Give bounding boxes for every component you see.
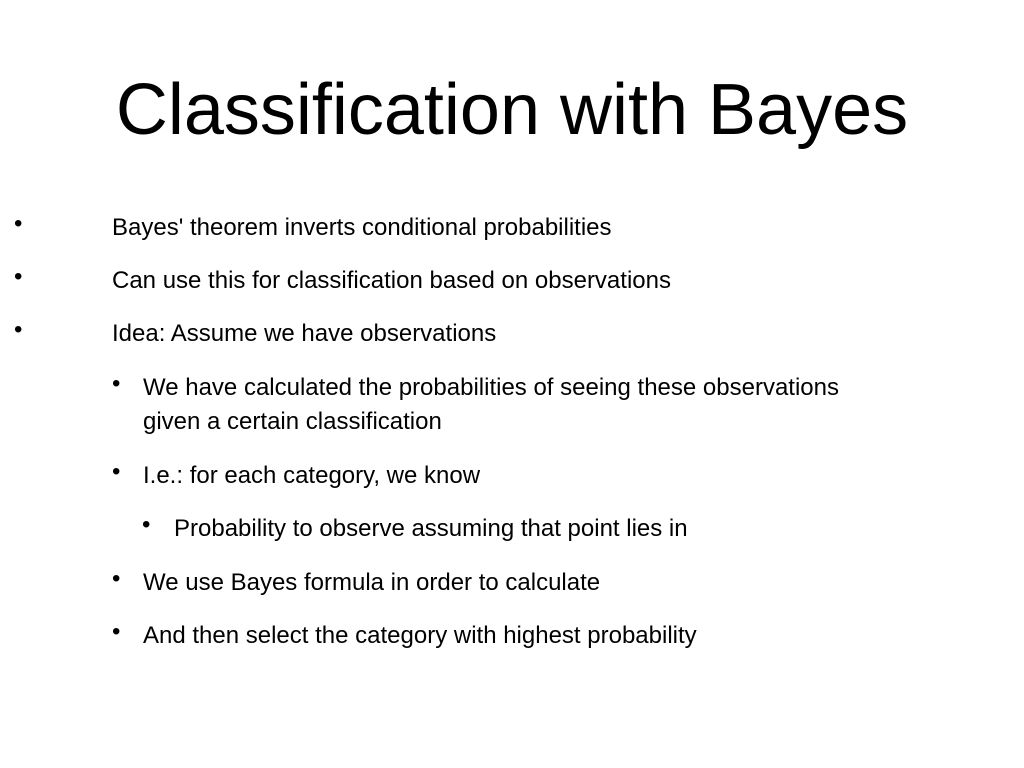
bullet-icon: •: [142, 511, 151, 538]
bullet-item: [14, 211, 612, 245]
bullet-icon: •: [112, 458, 121, 485]
bullet-text: We use Bayes formula in order to calculate: [143, 569, 601, 596]
bullet-item: [14, 317, 496, 351]
sub-bullet-item: [112, 371, 843, 439]
bullet-text: Idea: Assume we have observations: [112, 320, 497, 347]
bullet-text: And then select the category with highest probability: [143, 622, 697, 649]
bullet-text: Can use this for classification based on observations: [112, 267, 671, 294]
slide-title: Classification with Bayes: [115, 70, 909, 150]
bullet-text: Probability to observe assuming that point lies in: [174, 515, 688, 542]
bullet-icon: •: [112, 370, 121, 397]
sub-bullet-item: [112, 619, 843, 653]
sub-sub-bullet-item: [142, 512, 688, 546]
bullet-text: I.e.: for each category, we know: [143, 462, 481, 489]
bullet-item: [14, 264, 671, 298]
bullet-icon: •: [14, 316, 23, 343]
bullet-icon: •: [14, 263, 23, 290]
bullet-icon: •: [112, 618, 121, 645]
bullet-icon: •: [14, 210, 23, 237]
bullet-text: We have calculated the probabilities of seeing these observations given a certain classification: [143, 374, 839, 435]
bullet-text: Bayes' theorem inverts conditional probabilities: [112, 214, 612, 241]
bullet-icon: •: [112, 565, 121, 592]
sub-bullet-item: [112, 459, 843, 493]
sub-bullet-item: [112, 566, 843, 600]
